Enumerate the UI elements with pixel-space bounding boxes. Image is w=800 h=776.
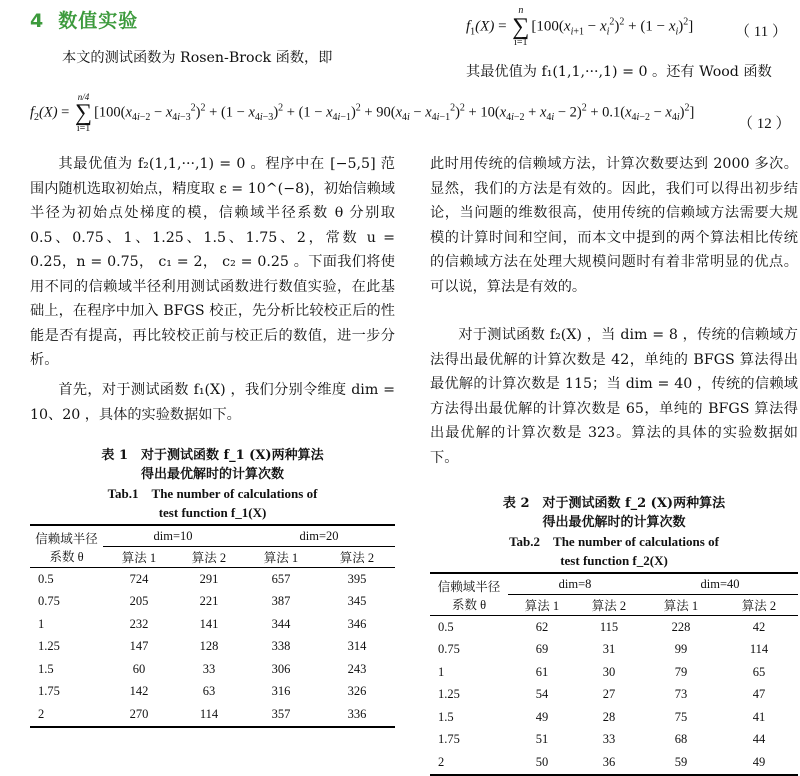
value-cell: 306	[271, 661, 291, 676]
theta-cell: 0.75	[438, 642, 460, 657]
value-cell: 270	[103, 703, 175, 727]
theta-cell: 1	[438, 664, 445, 679]
value-cell: 42	[720, 616, 798, 639]
value-cell: 114	[749, 642, 769, 657]
right-paragraph-2: 对于测试函数 f₂(X) ，当 dim = 8 ，传统的信赖域方法得出最优解的计算次数是 42，单纯的 BFGS 算法得出最优解的计算次数是 115；当 dim = 40 ，传统的信赖域方法得出最优解的计算次数是 65，单纯的 BFGS 算法得出最优解的计算次数是 323。算法的具体的实验数据如下。	[430, 327, 798, 466]
table2-caption-cn-2: 得出最优解时的计算次数	[542, 515, 686, 530]
value-cell: 65	[752, 664, 766, 679]
table2	[430, 572, 798, 776]
theta-cell: 0.75	[38, 594, 60, 609]
section-title: 数值实验	[58, 10, 139, 32]
value-cell: 316	[271, 684, 291, 699]
table1-algo-header: 算法 2	[319, 547, 395, 568]
theta-cell: 2	[430, 751, 508, 775]
table2-row-header-line1: 信赖域半径	[437, 579, 501, 594]
table1-group-1: dim=10	[103, 525, 243, 547]
value-cell: 142	[129, 684, 149, 699]
value-cell: 115	[576, 616, 642, 639]
value-cell: 68	[674, 732, 688, 747]
theta-cell: 1	[38, 616, 45, 631]
table2-row-header-line2: 系数 θ	[451, 597, 487, 612]
value-cell: 291	[175, 568, 243, 591]
value-cell: 314	[347, 639, 367, 654]
equation-11-number: （ 11 ）	[735, 24, 787, 40]
value-cell: 47	[752, 687, 766, 702]
theta-cell: 1.25	[38, 639, 60, 654]
table1-algo-header: 算法 2	[175, 547, 243, 568]
table1-algo-header: 算法 1	[103, 547, 175, 568]
value-cell: 51	[535, 732, 549, 747]
section-number: 4	[30, 10, 45, 32]
value-cell: 232	[129, 616, 149, 631]
optimal-value-f1: 其最优值为 f₁(1,1,···,1) = 0 。还有 Wood 函数	[466, 64, 772, 80]
value-cell: 221	[199, 594, 219, 609]
table-row	[30, 591, 395, 614]
value-cell: 114	[175, 703, 243, 727]
value-cell: 61	[535, 664, 549, 679]
table-row	[430, 639, 798, 662]
value-cell: 41	[752, 709, 766, 724]
table-row	[430, 616, 798, 639]
value-cell: 60	[132, 661, 146, 676]
table1-caption-en-2: test function f_1(X)	[158, 505, 267, 520]
table2-algo-header: 算法 1	[508, 595, 576, 616]
intro-text: 本文的测试函数为 Rosen-Brock 函数，即	[62, 50, 333, 66]
value-cell: 387	[271, 594, 291, 609]
value-cell: 79	[674, 664, 688, 679]
table2-algo-header: 算法 1	[642, 595, 720, 616]
theta-cell: 1.75	[438, 732, 460, 747]
value-cell: 243	[347, 661, 367, 676]
table2-caption-en-2: test function f_2(X)	[560, 553, 668, 568]
theta-cell: 1.5	[38, 661, 54, 676]
value-cell: 346	[347, 616, 367, 631]
table2-group-2: dim=40	[642, 573, 798, 595]
value-cell: 128	[199, 639, 219, 654]
left-paragraph-2: 首先，对于测试函数 f₁(X) ，我们分别令维度 dim = 10、20 ，具体的实验数据如下。	[30, 382, 395, 423]
value-cell: 326	[347, 684, 367, 699]
value-cell: 50	[508, 751, 576, 775]
table2-algo-header: 算法 2	[720, 595, 798, 616]
right-paragraph-1: 此时用传统的信赖域方法，计算次数要达到 2000 多次。显然，我们的方法是有效的。因此，我们可以得出初步结论，当问题的维数很高，使用传统的信赖域方法需要大规模的计算时间和空间，而本文中提到的两个算法相比传统的信赖域方法在处理大规模问题时有着非常明显的优点。可以说，算法是有效的。	[430, 156, 798, 295]
table-row	[30, 658, 395, 681]
table2-group-1: dim=8	[508, 573, 642, 595]
table1-algo-header: 算法 1	[243, 547, 319, 568]
value-cell: 49	[535, 709, 549, 724]
value-cell: 395	[319, 568, 395, 591]
table-row	[430, 729, 798, 752]
left-paragraph-1: 其最优值为 f₂(1,1,···,1) = 0 。程序中在 [−5,5] 范围内随机选取初始点，精度取 ε = 10^(−8)，初始信赖域半径为初始点处梯度的模，信赖域半径系数 θ 分别取 0.5、0.75、1、1.25、1.5、1.75、2，常数 u = 0.25，n = 0.75， c₁ = 2， c₂ = 0.25 。下面我们将使用不同的信赖域半径利用测试函数进行数值实验，在此基础上，在程序中加入 BFGS 校正，先分析比较校正后的性能是否有提高，再比较校正前与校正后的数值，进一步分析。	[30, 156, 395, 368]
value-cell: 54	[535, 687, 549, 702]
table2-row-header	[430, 573, 508, 616]
value-cell: 724	[103, 568, 175, 591]
table1-caption-en-1: Tab.1 The number of calculations of	[107, 486, 318, 501]
theta-cell: 1.5	[438, 709, 454, 724]
theta-cell: 0.5	[430, 616, 508, 639]
table1-row-header-line2: 系数 θ	[49, 549, 84, 564]
table2-algo-header: 算法 2	[576, 595, 642, 616]
value-cell: 33	[602, 732, 616, 747]
section-heading	[30, 6, 138, 33]
equation-11: $f_1(X)$ = n ∑ i=1 $[100(x_{i+1} - x_i^2)^2 + (1 - x_i)^2]$	[466, 5, 694, 48]
theta-cell: 1.75	[38, 684, 60, 699]
value-cell: 99	[674, 642, 688, 657]
value-cell: 657	[243, 568, 319, 591]
table-row	[30, 636, 395, 659]
table-row	[30, 703, 395, 727]
table1-row-header-line1: 信赖域半径	[35, 531, 98, 546]
value-cell: 205	[129, 594, 149, 609]
theta-cell: 2	[30, 703, 103, 727]
table2-caption-en-1: Tab.2 The number of calculations of	[509, 534, 719, 549]
table-row	[30, 613, 395, 636]
table1	[30, 524, 395, 728]
value-cell: 63	[202, 684, 216, 699]
table1-group-2: dim=20	[243, 525, 395, 547]
theta-cell: 1.25	[438, 687, 460, 702]
table-row	[430, 684, 798, 707]
value-cell: 31	[602, 642, 616, 657]
value-cell: 336	[319, 703, 395, 727]
value-cell: 33	[202, 661, 216, 676]
value-cell: 44	[752, 732, 766, 747]
table-row	[30, 681, 395, 704]
table1-caption-cn-2: 得出最优解时的计算次数	[140, 467, 284, 482]
value-cell: 75	[674, 709, 688, 724]
value-cell: 228	[642, 616, 720, 639]
table1-caption-cn-1: 表 1 对于测试函数 f_1 (X)两种算法	[101, 448, 324, 463]
table-row	[430, 706, 798, 729]
value-cell: 338	[271, 639, 291, 654]
table2-caption	[430, 494, 798, 570]
value-cell: 36	[576, 751, 642, 775]
value-cell: 27	[602, 687, 616, 702]
table1-caption	[30, 446, 395, 522]
value-cell: 344	[271, 616, 291, 631]
value-cell: 28	[602, 709, 616, 724]
equation-12: $f_2(X)$ = n/4 ∑ i=1 $[100(x_{4i-2} - x_{4i-3}^2)^2 + (1 - x_{4i-3})^2 + (1 - x_{4i-1})^2 + 90(x_{4i} - x_{4i-1}^2)^2 + 10(x_{4i-2} + x_{4i} - 2)^2 + 0.1(x_{4i-2} - x_{4i})^2]$	[30, 92, 695, 134]
value-cell: 59	[642, 751, 720, 775]
value-cell: 62	[508, 616, 576, 639]
table-row	[430, 751, 798, 775]
equation-12-number: （ 12 ）	[738, 116, 791, 132]
theta-cell: 0.5	[30, 568, 103, 591]
value-cell: 147	[129, 639, 149, 654]
value-cell: 69	[535, 642, 549, 657]
value-cell: 49	[720, 751, 798, 775]
value-cell: 73	[674, 687, 688, 702]
value-cell: 357	[243, 703, 319, 727]
table-row	[430, 661, 798, 684]
table1-row-header	[30, 525, 103, 568]
value-cell: 345	[347, 594, 367, 609]
table2-caption-cn-1: 表 2 对于测试函数 f_2 (X)两种算法	[502, 496, 726, 511]
value-cell: 30	[602, 664, 616, 679]
table-row	[30, 568, 395, 591]
value-cell: 141	[199, 616, 219, 631]
